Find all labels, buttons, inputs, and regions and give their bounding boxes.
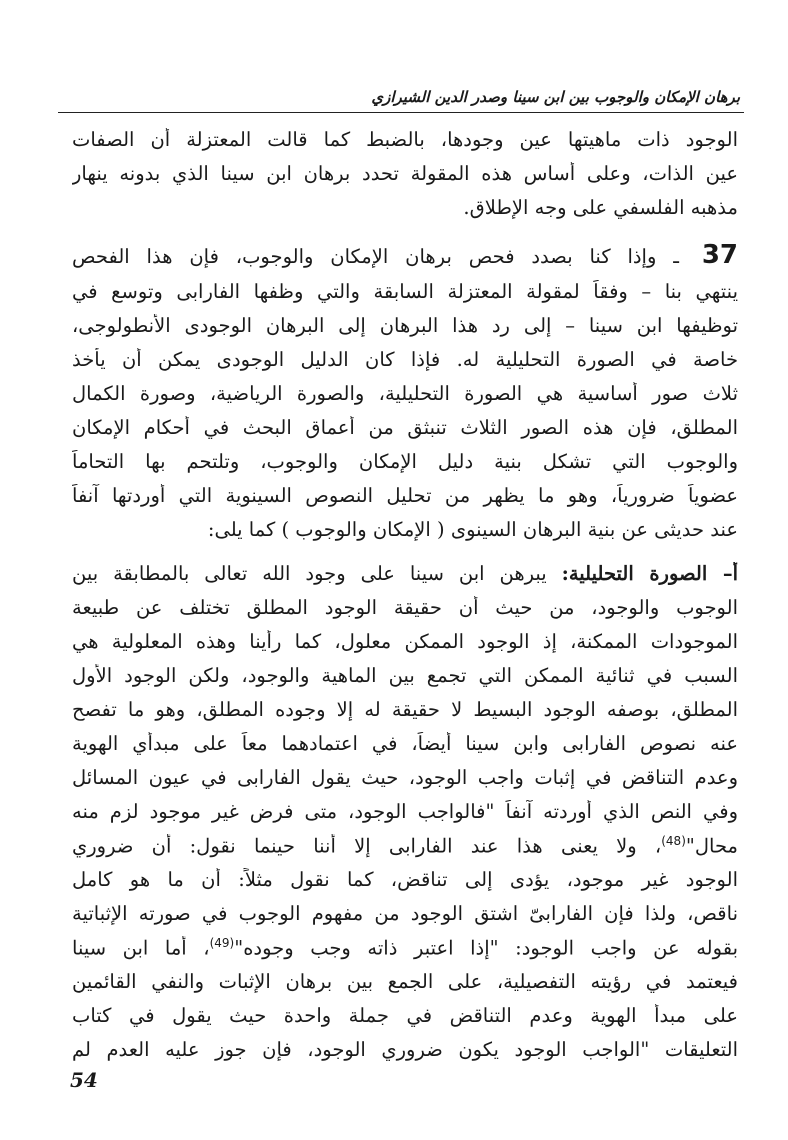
text-segment: المطلق، فإن هذه الصور الثلاث تنبثق من أعماق البحث في أحكام الإمكان	[72, 416, 738, 439]
text-segment: المطلق، بوصفه الوجود البسيط لا حقيقة له إلا وجوده المطلق، وهو ما تفصح	[72, 698, 738, 721]
text-segment: ثلاث صور أساسية هي الصورة التحليلية، والصورة الرياضية، وصورة الكمال	[72, 382, 738, 405]
text-line	[72, 902, 738, 925]
running-head: برهان الإمكان والوجوب بين ابن سينا وصدر الدين الشيرازي	[371, 88, 740, 106]
text-segment: التعليقات "الواجب الوجود يكون ضروري الوجود، فإن جوز عليه العدم لم	[72, 1038, 738, 1061]
text-line	[72, 970, 738, 993]
text-line	[72, 196, 738, 219]
text-segment: فيعتمد في رؤيته التفصيلية، على الجمع بين برهان الإثبات والنفي القائمين	[72, 970, 738, 993]
text-segment: الوجود غير موجود، يؤدى إلى تناقض، كما نقول مثلاً: أن ما هو كامل	[72, 868, 738, 891]
text-line	[72, 128, 738, 151]
text-line	[72, 596, 738, 619]
text-segment: ، أما ابن سينا	[72, 936, 210, 960]
header-rule	[58, 112, 744, 113]
text-line	[72, 1038, 738, 1061]
text-segment: يبرهن ابن سينا على وجود الله تعالى بالمطابقة بين	[72, 562, 562, 585]
text-segment: محال"	[685, 834, 738, 858]
text-segment: وعدم التناقض في إثبات واجب الوجود، حيث يقول الفارابى في عيون المسائل	[72, 766, 738, 789]
text-segment: خاصة في الصورة التحليلية له. فإذا كان الدليل الوجودى يمكن أن يأخذ	[72, 348, 738, 371]
text-segment: ـ وإذا كنا بصدد فحص برهان الإمكان والوجوب، فإن هذا الفحص	[72, 245, 696, 268]
text-segment: الموجودات الممكنة، إذ الوجود الممكن معلول، كما رأينا وهذه المعلولية هي	[72, 630, 738, 653]
text-segment: والوجوب التي تشكل بنية دليل الإمكان والوجوب، وتلتحم بها التحاماً	[72, 450, 738, 473]
text-segment: بقوله عن واجب الوجود: "إذا اعتبر ذاته وجب وجوده"	[234, 936, 738, 960]
text-line	[72, 518, 738, 541]
text-line	[72, 732, 738, 755]
text-segment: الوجود ذات ماهيتها عين وجودها، بالضبط كما قالت المعتزلة أن الصفات	[72, 128, 738, 151]
footnote-ref: (48)	[661, 834, 686, 848]
text-line	[72, 348, 738, 371]
text-line	[72, 562, 738, 585]
text-segment: عين الذات، وعلى أساس هذه المقولة تحدد برهان ابن سينا الذي بدونه ينهار	[72, 162, 738, 185]
text-segment: عند حديثى عن بنية البرهان السينوى ( الإمكان والوجوب ) كما يلى:	[207, 518, 738, 541]
text-segment: عضوياً ضرورياً، وهو ما يظهر من تحليل النصوص السينوية التي أوردتها آنفاً	[72, 484, 738, 507]
text-segment: وفي النص الذي أوردته آنفاً "فالواجب الوجود، متى فرض غير موجود لزم منه	[72, 800, 738, 823]
section-heading: أ– الصورة التحليلية:	[561, 562, 738, 585]
text-segment: توظيفها ابن سينا – إلى رد هذا البرهان إلى البرهان الوجودى الأنطولوجى،	[72, 314, 738, 337]
footnote-ref: (49)	[209, 936, 235, 950]
text-segment: ، ولا يعنى هذا عند الفارابى إلا أننا حينما نقول: أن ضروري	[72, 834, 662, 858]
text-segment: مذهبه الفلسفي على وجه الإطلاق.	[463, 196, 738, 219]
text-segment: عنه نصوص الفارابى وابن سينا أيضاً، في اعتمادهما معاً على مبدأي الهوية	[72, 732, 738, 755]
text-line	[72, 936, 738, 960]
text-line	[72, 868, 738, 891]
page-number: 54	[70, 1068, 98, 1092]
text-line	[72, 698, 738, 721]
text-line	[72, 280, 738, 303]
text-segment: على مبدأ الهوية وعدم التناقض في جملة واحدة حيث يقول في كتاب	[72, 1004, 738, 1027]
text-line	[72, 240, 738, 271]
text-line	[72, 766, 738, 789]
paragraph-number: 37	[701, 240, 738, 270]
text-line	[72, 630, 738, 653]
text-line	[72, 664, 738, 687]
text-line	[72, 834, 738, 858]
text-segment: الوجوب والوجود، من حيث أن حقيقة الوجود المطلق تختلف عن طبيعة	[72, 596, 738, 619]
text-line	[72, 800, 738, 823]
text-line	[72, 484, 738, 507]
text-segment: ناقص، ولذا فإن الفارابىّ اشتق الوجود من مفهوم الوجوب في صورته الإثباتية	[72, 902, 738, 925]
text-line	[72, 382, 738, 405]
text-line	[72, 416, 738, 439]
text-segment: السبب في ثنائية الممكن التي تجمع بين الماهية والوجود، ولكن الوجود الأول	[72, 664, 738, 687]
text-segment: ينتهي بنا – وفقاً لمقولة المعتزلة السابقة والتي وظفها الفارابى وتوسع في	[72, 280, 738, 303]
text-line	[72, 314, 738, 337]
text-line	[72, 450, 738, 473]
text-line	[72, 162, 738, 185]
text-line	[72, 1004, 738, 1027]
